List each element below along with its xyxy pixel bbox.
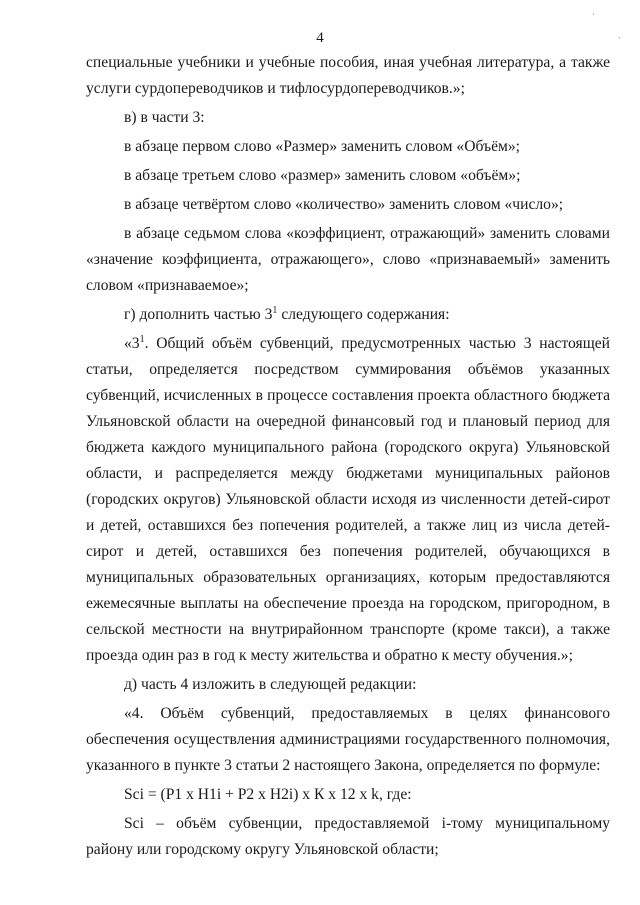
scan-mark-top: · [592, 10, 595, 19]
paragraph-abzac-fourth: в абзаце четвёртом слово «количество» заменить словом «число»; [124, 196, 564, 213]
paragraph-abzac-seventh: в абзаце седьмом слова «коэффициент, отражающий» заменить словами «значение коэффициента, отражающего», слово «признаваемый» заменить словом «признаваемое»; [86, 225, 610, 294]
document-body [86, 50, 610, 863]
part-3-1-text-before: «3 [124, 335, 140, 352]
page-number: 4 [316, 30, 324, 46]
item-g-text-after: следующего содержания: [277, 306, 450, 323]
paragraph-item-d: д) часть 4 изложить в следующей редакции: [124, 676, 417, 693]
scan-mark-right: ´ [618, 36, 621, 45]
paragraph-list-end: специальные учебники и учебные пособия, иная учебная литература, а также услуги сурдопереводчиков и тифлосурдопереводчиков.»; [86, 54, 610, 97]
formula: Sci = (P1 х H1i + P2 х H2i) х К х 12 х k, где: [124, 786, 412, 803]
paragraph-item-g [86, 302, 610, 328]
item-g-superscript: 1 [272, 305, 278, 316]
paragraph-sci-definition: Sci – объём субвенции, предоставляемой i-тому муниципальному району или городскому округу Ульяновской области; [86, 815, 610, 858]
paragraph-part-4: «4. Объём субвенций, предоставляемых в целях финансового обеспечения осуществления администрациями государственного полномочия, указанного в пункте 3 статьи 2 настоящего Закона, определяется по формуле: [86, 705, 610, 774]
paragraph-abzac-third: в абзаце третьем слово «размер» заменить словом «объём»; [124, 167, 521, 184]
paragraph-abzac-first: в абзаце первом слово «Размер» заменить словом «Объём»; [124, 138, 521, 155]
paragraph-part-3-1 [86, 331, 610, 669]
part-3-1-text-after: . Общий объём субвенций, предусмотренных частью 3 настоящей статьи, определяется посредством суммирования объёмов указанных субвенций, исчисленных в процессе составления проекта областного бюджета Ульяновской области на очередной финансовый год и плановый период для бюджета каждого муниципального района (городского округа) Ульяновской области, и распределяется между бюджетами муниципальных районов (городских округов) Ульяновской области исходя из численности детей-сирот и детей, оставшихся без попечения родителей, а также лиц из числа детей-сирот и детей, оставшихся без попечения родителей, обучающихся в муниципальных образовательных организациях, которым предоставляются ежемесячные выплаты на обеспечение проезда на городском, пригородном, в сельской местности на внутрирайонном транспорте (кроме такси), а также проезда один раз в год к месту жительства и обратно к месту обучения.»; [86, 335, 610, 664]
paragraph-item-v: в) в части 3: [124, 109, 205, 126]
item-g-text-before: г) дополнить частью 3 [124, 306, 273, 323]
part-3-1-superscript: 1 [139, 334, 145, 345]
